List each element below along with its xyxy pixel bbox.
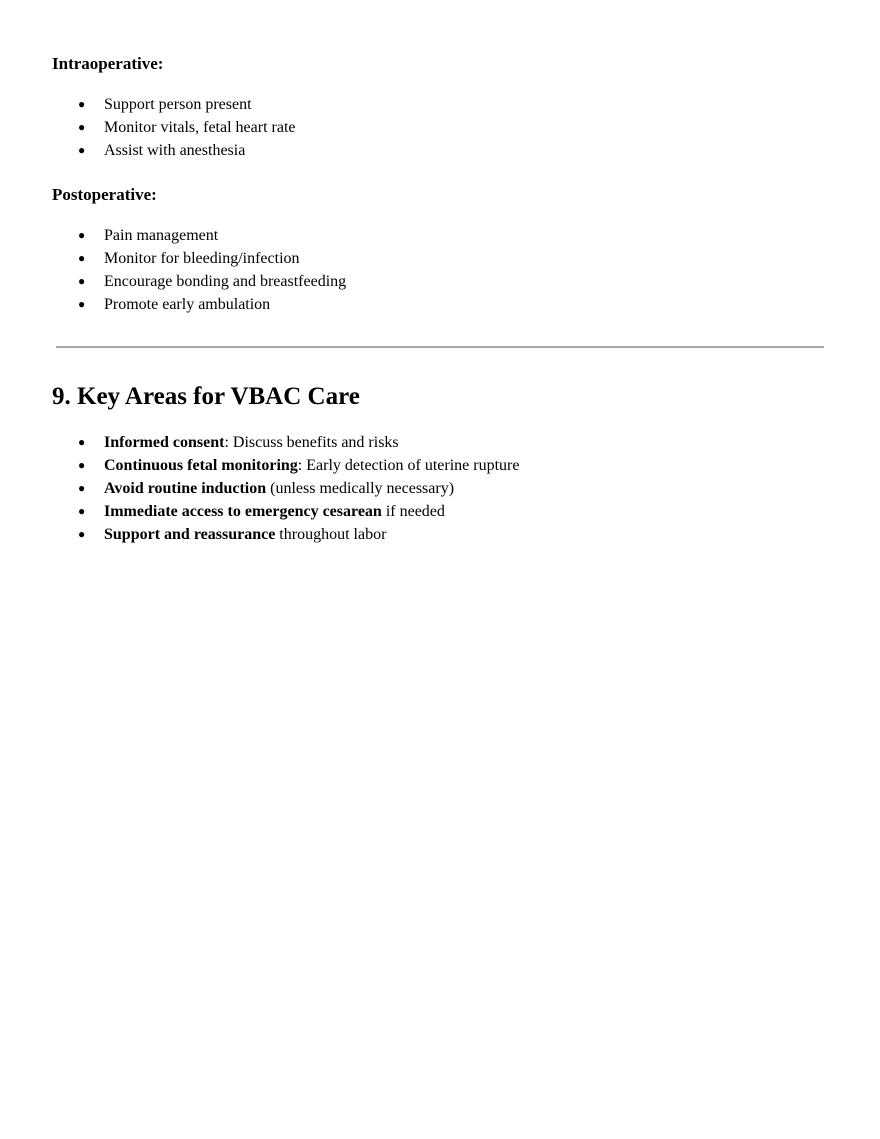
list-item-text [104,454,519,477]
list-item-term: Continuous fetal monitoring [104,457,298,474]
bullet-icon: ● [78,458,86,472]
list-item-term: Support and reassurance [104,526,276,543]
list-item-text [104,477,454,500]
bullet-icon: ● [78,251,86,265]
list-item-text [104,500,445,523]
postoperative-heading: Postoperative: [52,185,157,204]
list-item-text: Assist with anesthesia [104,142,246,159]
horizontal-divider [56,346,824,348]
list-item-text: Monitor vitals, fetal heart rate [104,119,296,136]
bullet-icon: ● [78,297,86,311]
list-item-term: Immediate access to emergency cesarean [104,503,382,520]
section-title: 9. Key Areas for VBAC Care [52,383,360,410]
list-item-term: Avoid routine induction [104,480,267,497]
bullet-icon: ● [78,504,86,518]
bullet-icon: ● [78,120,86,134]
list-item-text [104,431,399,454]
intraoperative-heading: Intraoperative: [52,54,164,73]
list-item-detail: (unless medically necessary) [266,480,455,497]
bullet-icon: ● [78,274,86,288]
list-item-detail: : Early detection of uterine rupture [297,457,520,474]
list-item-term: Informed consent [104,434,225,451]
list-item-text [104,523,386,546]
bullet-icon: ● [78,481,86,495]
list-item-text: Encourage bonding and breastfeeding [104,273,347,290]
bullet-icon: ● [78,143,86,157]
list-item-text: Monitor for bleeding/infection [104,250,300,267]
list-item-text: Pain management [104,227,219,244]
bullet-icon: ● [78,435,86,449]
bullet-icon: ● [78,228,86,242]
bullet-icon: ● [78,527,86,541]
list-item-detail: throughout labor [275,526,387,543]
list-item-detail: : Discuss benefits and risks [224,434,399,451]
list-item-text: Promote early ambulation [104,296,271,313]
bullet-icon: ● [78,97,86,111]
list-item-text: Support person present [104,96,252,113]
list-item-detail: if needed [381,503,445,520]
